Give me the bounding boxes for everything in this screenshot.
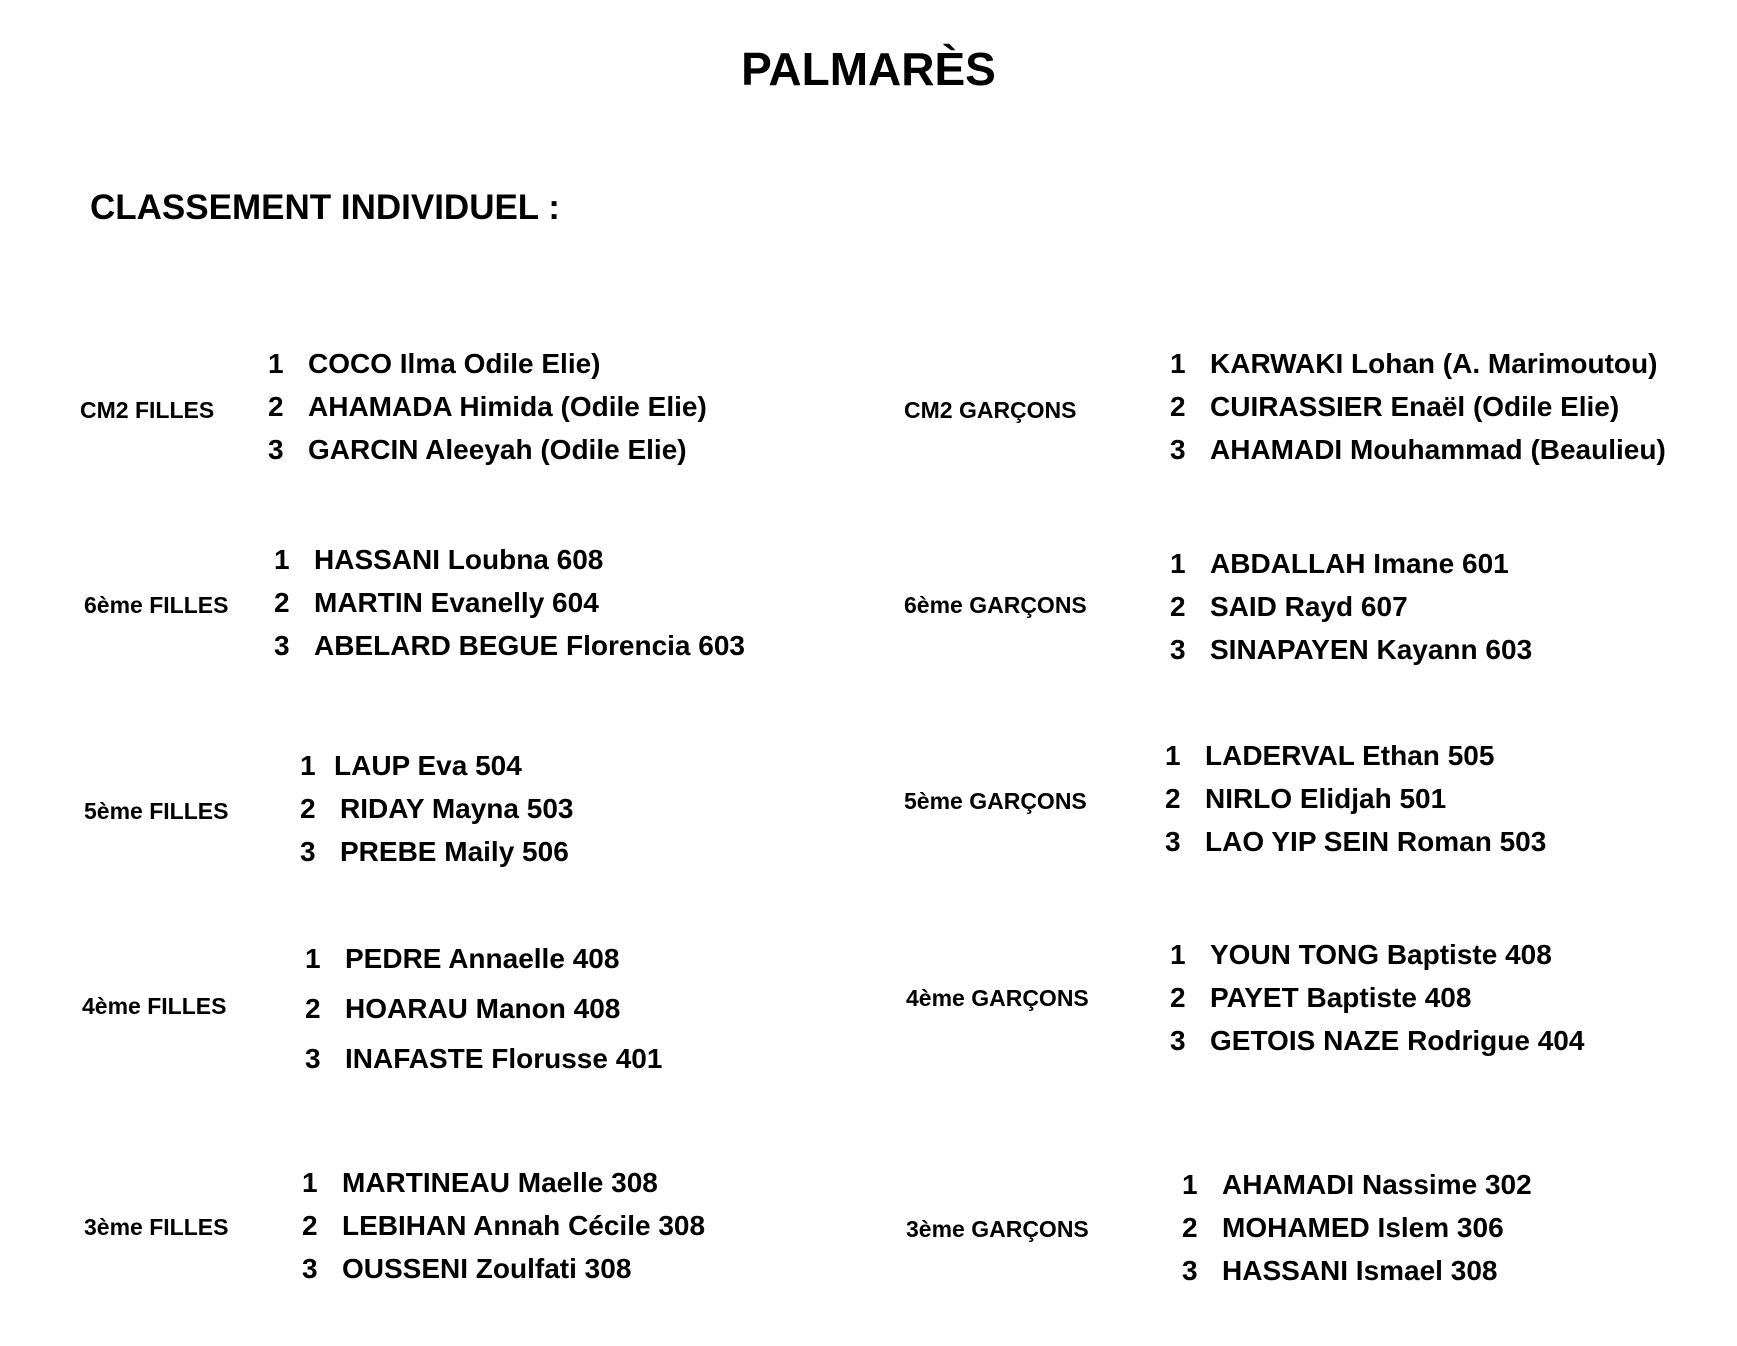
category-label-4eme-filles: 4ème FILLES <box>82 993 227 1019</box>
ranking-entry <box>300 744 573 787</box>
category-label-3eme-garcons: 3ème GARÇONS <box>906 1216 1089 1242</box>
ranking-3eme-filles <box>302 1161 705 1290</box>
rank-number: 3 <box>305 1043 321 1074</box>
rank-number: 2 <box>1165 783 1181 814</box>
rank-number: 1 <box>1170 939 1186 970</box>
ranking-entry <box>302 1161 705 1204</box>
rank-number: 1 <box>1170 348 1186 379</box>
ranking-entry <box>300 830 573 873</box>
ranking-4eme-filles <box>305 934 662 1084</box>
ranking-entry <box>1182 1206 1532 1249</box>
rank-number: 2 <box>1170 982 1186 1013</box>
student-name: AHAMADI Nassime 302 <box>1222 1169 1532 1200</box>
category-label-cm2-filles: CM2 FILLES <box>80 397 215 423</box>
ranking-entry <box>274 624 745 667</box>
rank-number: 1 <box>268 348 284 379</box>
ranking-entry <box>300 787 573 830</box>
category-label-6eme-filles: 6ème FILLES <box>84 592 229 618</box>
ranking-entry <box>1170 428 1666 471</box>
ranking-entry <box>1170 628 1532 671</box>
rank-number: 1 <box>274 544 290 575</box>
student-name: ABDALLAH Imane 601 <box>1210 548 1509 579</box>
rank-number: 3 <box>268 434 284 465</box>
ranking-entry <box>274 538 745 581</box>
ranking-entry <box>268 428 707 471</box>
category-label-3eme-filles: 3ème FILLES <box>84 1214 229 1240</box>
student-name: MOHAMED Islem 306 <box>1222 1212 1504 1243</box>
student-name: GARCIN Aleeyah (Odile Elie) <box>308 434 687 465</box>
student-name: MARTIN Evanelly 604 <box>314 587 599 618</box>
ranking-entry <box>1182 1163 1532 1206</box>
ranking-entry <box>274 581 745 624</box>
rank-number: 2 <box>1182 1212 1198 1243</box>
rank-number: 3 <box>302 1253 318 1284</box>
ranking-entry <box>1182 1249 1532 1292</box>
ranking-6eme-filles <box>274 538 745 667</box>
ranking-5eme-filles <box>300 744 573 873</box>
category-label-cm2-garcons: CM2 GARÇONS <box>904 397 1077 423</box>
ranking-entry <box>1170 585 1532 628</box>
rank-number: 3 <box>1170 634 1186 665</box>
student-name: RIDAY Mayna 503 <box>340 793 574 824</box>
rank-number: 2 <box>300 793 316 824</box>
ranking-entry <box>302 1204 705 1247</box>
rank-number: 3 <box>1182 1255 1198 1286</box>
category-label-5eme-garcons: 5ème GARÇONS <box>904 788 1087 814</box>
ranking-cm2-filles <box>268 342 707 471</box>
ranking-entry <box>305 934 662 984</box>
ranking-entry <box>268 342 707 385</box>
ranking-entry <box>1165 734 1546 777</box>
ranking-entry <box>302 1247 705 1290</box>
rank-number: 3 <box>1170 1025 1186 1056</box>
ranking-entry <box>1170 542 1532 585</box>
rank-number: 2 <box>302 1210 318 1241</box>
student-name: PAYET Baptiste 408 <box>1210 982 1472 1013</box>
student-name: YOUN TONG Baptiste 408 <box>1210 939 1552 970</box>
rank-number: 1 <box>1182 1169 1198 1200</box>
category-label-6eme-garcons: 6ème GARÇONS <box>904 592 1087 618</box>
rank-number: 3 <box>1165 826 1181 857</box>
ranking-3eme-garcons <box>1182 1163 1532 1292</box>
ranking-5eme-garcons <box>1165 734 1546 863</box>
rank-number: 2 <box>305 993 321 1024</box>
student-name: PEDRE Annaelle 408 <box>345 943 620 974</box>
student-name: COCO Ilma Odile Elie) <box>308 348 601 379</box>
category-label-5eme-filles: 5ème FILLES <box>84 798 229 824</box>
ranking-entry <box>305 984 662 1034</box>
student-name: AHAMADA Himida (Odile Elie) <box>308 391 707 422</box>
student-name: KARWAKI Lohan (A. Marimoutou) <box>1210 348 1658 379</box>
student-name: HASSANI Loubna 608 <box>314 544 604 575</box>
rank-number: 2 <box>268 391 284 422</box>
ranking-entry <box>1165 777 1546 820</box>
ranking-4eme-garcons <box>1170 933 1584 1062</box>
ranking-entry <box>1165 820 1546 863</box>
student-name: HASSANI Ismael 308 <box>1222 1255 1498 1286</box>
ranking-entry <box>1170 342 1666 385</box>
student-name: MARTINEAU Maelle 308 <box>342 1167 658 1198</box>
student-name: PREBE Maily 506 <box>340 836 569 867</box>
student-name: OUSSENI Zoulfati 308 <box>342 1253 632 1284</box>
ranking-entry <box>1170 933 1584 976</box>
ranking-entry <box>1170 976 1584 1019</box>
student-name: ABELARD BEGUE Florencia 603 <box>314 630 745 661</box>
ranking-entry <box>268 385 707 428</box>
student-name: INAFASTE Florusse 401 <box>345 1043 663 1074</box>
rank-number: 1 <box>300 750 316 781</box>
ranking-entry <box>305 1034 662 1084</box>
category-label-4eme-garcons: 4ème GARÇONS <box>906 985 1089 1011</box>
rank-number: 1 <box>302 1167 318 1198</box>
rank-number: 1 <box>1170 548 1186 579</box>
student-name: CUIRASSIER Enaël (Odile Elie) <box>1210 391 1620 422</box>
rank-number: 2 <box>274 587 290 618</box>
student-name: GETOIS NAZE Rodrigue 404 <box>1210 1025 1585 1056</box>
student-name: HOARAU Manon 408 <box>345 993 621 1024</box>
student-name: LADERVAL Ethan 505 <box>1205 740 1495 771</box>
section-heading: CLASSEMENT INDIVIDUEL : <box>90 188 560 227</box>
page-title: PALMARÈS <box>741 43 996 95</box>
student-name: NIRLO Elidjah 501 <box>1205 783 1447 814</box>
student-name: AHAMADI Mouhammad (Beaulieu) <box>1210 434 1666 465</box>
rank-number: 3 <box>1170 434 1186 465</box>
rank-number: 2 <box>1170 591 1186 622</box>
rank-number: 1 <box>305 943 321 974</box>
student-name: SAID Rayd 607 <box>1210 591 1408 622</box>
rank-number: 3 <box>274 630 290 661</box>
ranking-entry <box>1170 385 1666 428</box>
student-name: LEBIHAN Annah Cécile 308 <box>342 1210 706 1241</box>
ranking-cm2-garcons <box>1170 342 1666 471</box>
student-name: LAO YIP SEIN Roman 503 <box>1205 826 1547 857</box>
student-name: LAUP Eva 504 <box>334 750 522 781</box>
ranking-entry <box>1170 1019 1584 1062</box>
rank-number: 2 <box>1170 391 1186 422</box>
rank-number: 1 <box>1165 740 1181 771</box>
ranking-6eme-garcons <box>1170 542 1532 671</box>
rank-number: 3 <box>300 836 316 867</box>
student-name: SINAPAYEN Kayann 603 <box>1210 634 1533 665</box>
